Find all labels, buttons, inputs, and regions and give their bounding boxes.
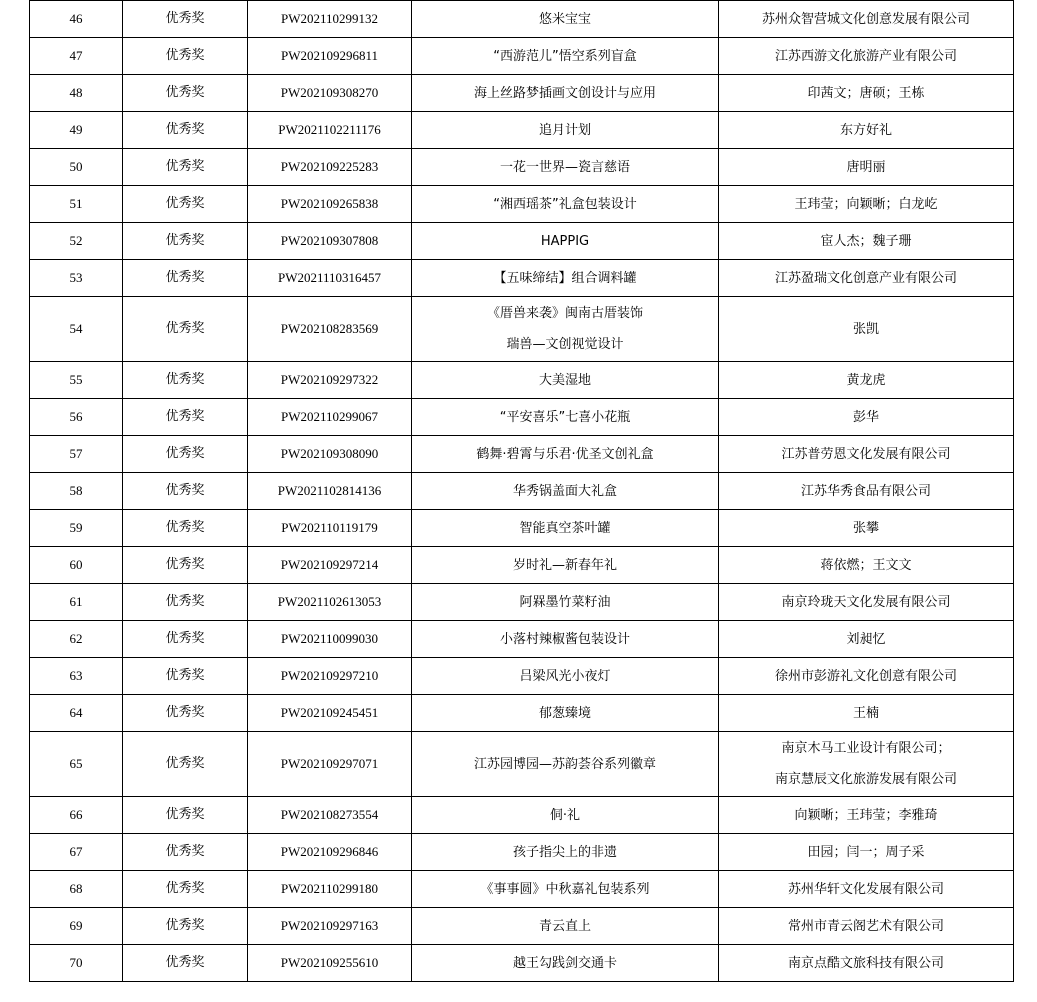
- work-title-line: 郁葱臻境: [538, 705, 591, 721]
- table-row: [30, 260, 1014, 297]
- entrant-line: 南京木马工业设计有限公司；: [781, 741, 951, 756]
- work-title-line: 江苏园博园—苏韵荟谷系列徽章: [473, 756, 656, 772]
- work-title-cell: [412, 732, 719, 797]
- award-level-cell: 优秀奖: [123, 223, 248, 260]
- work-title-cell: [412, 149, 719, 186]
- work-title-cell: [412, 297, 719, 362]
- entrant-line: 王玮莹；向颖晰；白龙屹: [794, 196, 938, 212]
- entrant-cell: [719, 112, 1014, 149]
- entrant-line: 向颖晰；王玮莹；李雅琦: [794, 807, 938, 823]
- entry-code-cell: PW202109245451: [248, 695, 412, 732]
- table-row: [30, 112, 1014, 149]
- row-number-cell: 50: [30, 149, 123, 186]
- table-row: [30, 186, 1014, 223]
- table-row: [30, 834, 1014, 871]
- row-number-cell: 62: [30, 621, 123, 658]
- entrant-cell: [719, 297, 1014, 362]
- entrant-cell: [719, 695, 1014, 732]
- work-title-cell: [412, 260, 719, 297]
- award-level-cell: 优秀奖: [123, 871, 248, 908]
- work-title-cell: [412, 510, 719, 547]
- row-number-cell: 69: [30, 908, 123, 945]
- entrant-line: 南京慧辰文化旅游发展有限公司: [774, 772, 957, 787]
- entrant-line: 江苏盈瑞文化创意产业有限公司: [774, 270, 957, 286]
- table-row: [30, 399, 1014, 436]
- entry-code-cell: PW2021102613053: [248, 584, 412, 621]
- table-row: [30, 38, 1014, 75]
- entrant-cell: [719, 871, 1014, 908]
- row-number-cell: 47: [30, 38, 123, 75]
- entrant-cell: [719, 834, 1014, 871]
- entry-code-cell: PW202109297322: [248, 362, 412, 399]
- entrant-cell: [719, 732, 1014, 797]
- row-number-cell: 54: [30, 297, 123, 362]
- work-title-cell: [412, 658, 719, 695]
- row-number-cell: 64: [30, 695, 123, 732]
- work-title-cell: [412, 362, 719, 399]
- entrant-cell: [719, 658, 1014, 695]
- work-title-line: 海上丝路梦插画文创设计与应用: [473, 85, 656, 101]
- work-title-cell: [412, 695, 719, 732]
- table-row: [30, 223, 1014, 260]
- entry-code-cell: PW2021102211176: [248, 112, 412, 149]
- entry-code-cell: PW202109307808: [248, 223, 412, 260]
- table-row: [30, 75, 1014, 112]
- entry-code-cell: PW202109297214: [248, 547, 412, 584]
- entrant-cell: [719, 362, 1014, 399]
- entrant-line: 常州市青云阁艺术有限公司: [787, 918, 944, 934]
- work-title-line: 鹤舞·碧霄与乐君·优圣文创礼盒: [476, 446, 654, 462]
- award-level-cell: 优秀奖: [123, 510, 248, 547]
- work-title-cell: [412, 584, 719, 621]
- work-title-cell: [412, 945, 719, 982]
- work-title-line: 越王勾践剑交通卡: [512, 955, 617, 971]
- work-title-line: 【五味缔结】组合调料罐: [493, 270, 637, 286]
- award-level-cell: 优秀奖: [123, 38, 248, 75]
- row-number-cell: 60: [30, 547, 123, 584]
- row-number-cell: 66: [30, 797, 123, 834]
- entrant-cell: [719, 436, 1014, 473]
- work-title-cell: [412, 399, 719, 436]
- entrant-line: 江苏西游文化旅游产业有限公司: [774, 48, 957, 64]
- entrant-line: 刘昶忆: [846, 631, 886, 647]
- row-number-cell: 51: [30, 186, 123, 223]
- work-title-cell: [412, 223, 719, 260]
- work-title-cell: [412, 436, 719, 473]
- entry-code-cell: PW2021102814136: [248, 473, 412, 510]
- table-row: [30, 584, 1014, 621]
- entry-code-cell: PW202109297210: [248, 658, 412, 695]
- row-number-cell: 53: [30, 260, 123, 297]
- table-row: [30, 1, 1014, 38]
- entrant-cell: [719, 473, 1014, 510]
- entry-code-cell: PW202109296846: [248, 834, 412, 871]
- entrant-cell: [719, 149, 1014, 186]
- work-title-cell: [412, 621, 719, 658]
- work-title-line: 孩子指尖上的非遗: [512, 844, 617, 860]
- entry-code-cell: PW202110099030: [248, 621, 412, 658]
- work-title-cell: [412, 547, 719, 584]
- entrant-cell: [719, 908, 1014, 945]
- row-number-cell: 48: [30, 75, 123, 112]
- entrant-line: 王楠: [852, 705, 879, 721]
- entrant-line: 宦人杰；魏子珊: [820, 233, 912, 249]
- row-number-cell: 59: [30, 510, 123, 547]
- work-title-line: 追月计划: [538, 122, 591, 138]
- work-title-line: 《厝兽来袭》闽南古厝装饰: [486, 306, 643, 321]
- award-level-cell: 优秀奖: [123, 584, 248, 621]
- entrant-line: 南京玲珑天文化发展有限公司: [781, 594, 951, 610]
- entrant-cell: [719, 621, 1014, 658]
- entrant-line: 江苏普劳恩文化发展有限公司: [781, 446, 951, 462]
- table-row: [30, 436, 1014, 473]
- work-title-line: 智能真空茶叶罐: [519, 520, 611, 536]
- table-row: [30, 473, 1014, 510]
- row-number-cell: 55: [30, 362, 123, 399]
- entry-code-cell: PW2021110316457: [248, 260, 412, 297]
- award-level-cell: 优秀奖: [123, 908, 248, 945]
- entrant-line: 东方好礼: [839, 122, 892, 138]
- row-number-cell: 68: [30, 871, 123, 908]
- work-title-cell: [412, 871, 719, 908]
- entry-code-cell: PW202109255610: [248, 945, 412, 982]
- awards-table-body: [30, 1, 1014, 982]
- row-number-cell: 70: [30, 945, 123, 982]
- work-title-line: 大美湿地: [538, 372, 591, 388]
- award-level-cell: 优秀奖: [123, 797, 248, 834]
- entrant-cell: [719, 38, 1014, 75]
- table-row: [30, 510, 1014, 547]
- table-row: [30, 732, 1014, 797]
- award-level-cell: 优秀奖: [123, 112, 248, 149]
- entrant-line: 彭华: [852, 409, 879, 425]
- award-level-cell: 优秀奖: [123, 436, 248, 473]
- entry-code-cell: PW202109225283: [248, 149, 412, 186]
- row-number-cell: 67: [30, 834, 123, 871]
- entrant-cell: [719, 797, 1014, 834]
- entry-code-cell: PW202110299067: [248, 399, 412, 436]
- award-level-cell: 优秀奖: [123, 75, 248, 112]
- entrant-cell: [719, 547, 1014, 584]
- work-title-line: 岁时礼—新春年礼: [512, 557, 617, 573]
- work-title-line: HAPPIG: [540, 233, 590, 249]
- work-title-cell: [412, 797, 719, 834]
- entrant-cell: [719, 510, 1014, 547]
- work-title-line: 阿槑墨竹菜籽油: [519, 594, 611, 610]
- award-level-cell: 优秀奖: [123, 186, 248, 223]
- award-level-cell: 优秀奖: [123, 658, 248, 695]
- work-title-cell: [412, 75, 719, 112]
- entry-code-cell: PW202110299132: [248, 1, 412, 38]
- award-level-cell: 优秀奖: [123, 149, 248, 186]
- work-title-line: 小落村辣椒酱包装设计: [499, 631, 630, 647]
- table-row: [30, 149, 1014, 186]
- work-title-line: 瑞兽—文创视觉设计: [506, 337, 624, 352]
- entrant-line: 张攀: [852, 520, 879, 536]
- entrant-line: 印茜文；唐硕；王栋: [807, 85, 925, 101]
- entry-code-cell: PW202109265838: [248, 186, 412, 223]
- table-row: [30, 797, 1014, 834]
- award-level-cell: 优秀奖: [123, 621, 248, 658]
- table-row: [30, 297, 1014, 362]
- row-number-cell: 57: [30, 436, 123, 473]
- work-title-cell: [412, 186, 719, 223]
- entrant-line: 苏州众智营城文化创意发展有限公司: [761, 11, 970, 27]
- row-number-cell: 49: [30, 112, 123, 149]
- work-title-cell: [412, 1, 719, 38]
- work-title-line: 吕梁风光小夜灯: [519, 668, 611, 684]
- table-row: [30, 695, 1014, 732]
- table-row: [30, 871, 1014, 908]
- work-title-line: “西游范儿”悟空系列盲盒: [493, 48, 637, 64]
- row-number-cell: 61: [30, 584, 123, 621]
- entry-code-cell: PW202109296811: [248, 38, 412, 75]
- entrant-line: 黄龙虎: [846, 372, 886, 388]
- award-level-cell: 优秀奖: [123, 1, 248, 38]
- awards-table: [29, 0, 1014, 982]
- entry-code-cell: PW202108273554: [248, 797, 412, 834]
- award-level-cell: 优秀奖: [123, 260, 248, 297]
- entrant-cell: [719, 945, 1014, 982]
- work-title-line: 悠米宝宝: [538, 11, 591, 27]
- entrant-cell: [719, 260, 1014, 297]
- row-number-cell: 63: [30, 658, 123, 695]
- entrant-line: 张凯: [852, 321, 879, 337]
- work-title-cell: [412, 473, 719, 510]
- entrant-line: 徐州市彭游礼文化创意有限公司: [774, 668, 957, 684]
- row-number-cell: 46: [30, 1, 123, 38]
- work-title-line: “平安喜乐”七喜小花瓶: [499, 409, 631, 425]
- work-title-line: “湘西瑶茶”礼盒包装设计: [493, 196, 637, 212]
- work-title-line: 侗·礼: [549, 807, 581, 823]
- work-title-line: 华秀锅盖面大礼盒: [512, 483, 617, 499]
- table-row: [30, 621, 1014, 658]
- entry-code-cell: PW202109297071: [248, 732, 412, 797]
- table-row: [30, 658, 1014, 695]
- work-title-line: 《事事圆》中秋嘉礼包装系列: [480, 881, 650, 897]
- award-level-cell: 优秀奖: [123, 695, 248, 732]
- award-level-cell: 优秀奖: [123, 547, 248, 584]
- entrant-cell: [719, 75, 1014, 112]
- entrant-cell: [719, 399, 1014, 436]
- award-level-cell: 优秀奖: [123, 297, 248, 362]
- row-number-cell: 65: [30, 732, 123, 797]
- work-title-line: 青云直上: [538, 918, 591, 934]
- entrant-cell: [719, 186, 1014, 223]
- award-level-cell: 优秀奖: [123, 834, 248, 871]
- table-row: [30, 945, 1014, 982]
- work-title-cell: [412, 908, 719, 945]
- entrant-line: 唐明丽: [846, 159, 886, 175]
- table-row: [30, 908, 1014, 945]
- award-level-cell: 优秀奖: [123, 399, 248, 436]
- award-level-cell: 优秀奖: [123, 945, 248, 982]
- table-row: [30, 362, 1014, 399]
- row-number-cell: 52: [30, 223, 123, 260]
- award-level-cell: 优秀奖: [123, 732, 248, 797]
- entry-code-cell: PW202110299180: [248, 871, 412, 908]
- entry-code-cell: PW202110119179: [248, 510, 412, 547]
- work-title-cell: [412, 834, 719, 871]
- entrant-line: 江苏华秀食品有限公司: [800, 483, 931, 499]
- row-number-cell: 56: [30, 399, 123, 436]
- work-title-cell: [412, 112, 719, 149]
- entrant-cell: [719, 584, 1014, 621]
- entrant-cell: [719, 1, 1014, 38]
- entry-code-cell: PW202109308270: [248, 75, 412, 112]
- entrant-line: 南京点酷文旅科技有限公司: [787, 955, 944, 971]
- entry-code-cell: PW202109297163: [248, 908, 412, 945]
- entrant-line: 苏州华轩文化发展有限公司: [787, 881, 944, 897]
- entrant-cell: [719, 223, 1014, 260]
- entrant-line: 田园；闫一；周子采: [807, 844, 925, 860]
- entry-code-cell: PW202108283569: [248, 297, 412, 362]
- award-level-cell: 优秀奖: [123, 473, 248, 510]
- work-title-line: 一花一世界—瓷言慈语: [499, 159, 630, 175]
- row-number-cell: 58: [30, 473, 123, 510]
- work-title-cell: [412, 38, 719, 75]
- entry-code-cell: PW202109308090: [248, 436, 412, 473]
- entrant-line: 蒋依燃；王文文: [820, 557, 912, 573]
- table-row: [30, 547, 1014, 584]
- award-level-cell: 优秀奖: [123, 362, 248, 399]
